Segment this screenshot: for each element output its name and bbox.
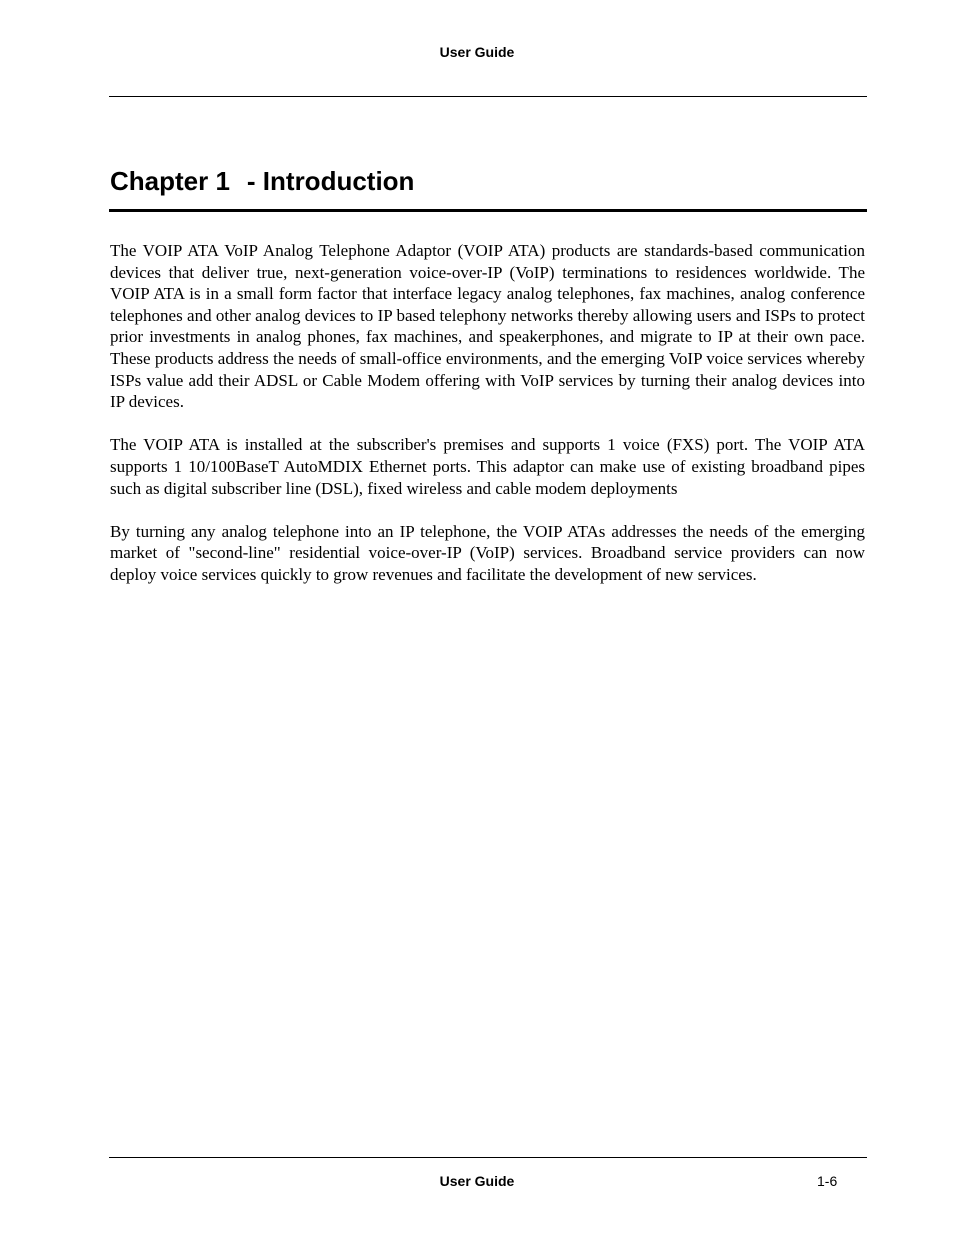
paragraph-intro: The VOIP ATA VoIP Analog Telephone Adaptor (VOIP ATA) products are standards-based communication devices that deliver true, next-generation voice-over-IP (VoIP) terminations to residences worldwide. The VOIP ATA is in a small form factor that interface legacy analog telephones, fax machines, analog conference telephones and other analog devices to IP based telephony networks thereby allowing users and ISPs to protect prior investments in analog phones, fax machines, and speakerphones, and migrate to IP at their own pace. These products address the needs of small-office environments, and the emerging VoIP voice services whereby ISPs value add their ADSL or Cable Modem offering with VoIP services by turning their analog devices into IP devices. xyxy=(110,241,865,412)
body-text xyxy=(110,240,865,607)
paragraph-market: By turning any analog telephone into an IP telephone, the VOIP ATAs addresses the needs of the emerging market of "second-line" residential voice-over-IP (VoIP) services. Broadband service providers can now deploy voice services quickly to grow revenues and facilitate the development of new services. xyxy=(110,521,865,584)
page-number: 1-6 xyxy=(817,1173,838,1189)
title-divider xyxy=(109,209,867,212)
chapter-number: Chapter 1 xyxy=(110,166,230,196)
footer-divider xyxy=(109,1157,867,1158)
chapter-title xyxy=(110,165,414,197)
header-divider xyxy=(109,96,867,97)
paragraph-installation: The VOIP ATA is installed at the subscriber's premises and supports 1 voice (FXS) port. The VOIP ATA supports 1 10/100BaseT AutoMDIX Ethernet ports. This adaptor can make use of existing broadband pipes such as digital subscriber line (DSL), fixed wireless and cable modem deployments xyxy=(110,435,865,498)
page-footer: User Guide xyxy=(439,1173,515,1189)
page-header: User Guide xyxy=(439,44,515,60)
chapter-name: - Introduction xyxy=(246,166,415,196)
